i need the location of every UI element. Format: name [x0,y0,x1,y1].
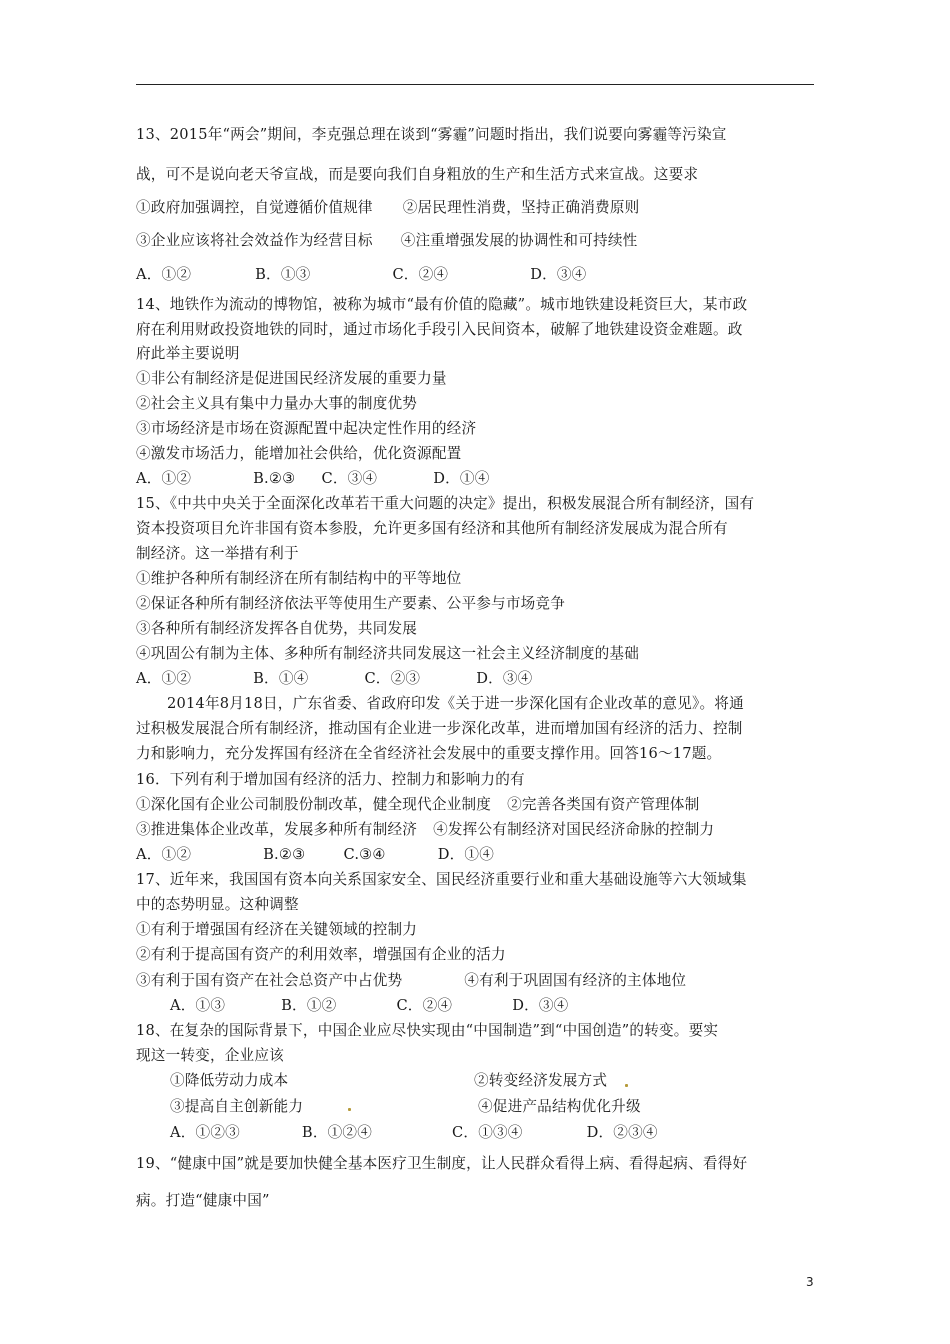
q18-option-c: C．①③④ [452,1124,523,1141]
q14-statement-3: ③市场经济是市场在资源配置中起决定性作用的经济 [136,420,477,437]
q14-stem-line-2: 府在利用财政投资地铁的同时，通过市场化手段引入民间资本，破解了地铁建设资金难题。政 [136,321,743,338]
q13-stem-line-2: 战，可不是说向老天爷宣战，而是要向我们自身粗放的生产和生活方式来宣战。这要求 [136,166,699,183]
q16-option-c: C.③④ [343,846,386,863]
q14-stem-line-3: 府此举主要说明 [136,345,240,362]
q15-option-a: A．①② [136,670,192,687]
q13-option-d: D．③④ [530,266,587,283]
q18-statement-2: ②转变经济发展方式 [474,1072,608,1089]
q17-stem-line-2: 中的态势明显。这种调整 [136,896,299,913]
q17-statements-row-3 [136,971,686,991]
q14-options [136,469,490,489]
header-rule [136,84,814,85]
q14-statement-2: ②社会主义具有集中力量办大事的制度优势 [136,395,418,412]
q17-option-d: D．③④ [512,997,569,1014]
q13-statements-row-1 [136,198,639,218]
q15-option-d: D．③④ [476,670,533,687]
material-paragraph-line-3: 力和影响力，充分发挥国有经济在全省经济社会发展中的重要支撑作用。回答16～17题。 [136,745,722,762]
q13-statement-1: ①政府加强调控，自觉遵循价值规律 [136,199,373,216]
ink-dot-mark [348,1108,351,1111]
q13-option-c: C．②④ [392,266,449,283]
q16-option-a: A．①② [136,846,192,863]
q14-option-a: A．①② [136,470,192,487]
q18-statement-1: ①降低劳动力成本 [170,1072,289,1089]
q15-statement-3: ③各种所有制经济发挥各自优势，共同发展 [136,620,418,637]
q14-stem-line-1: 14、地铁作为流动的博物馆，被称为城市“最有价值的隐藏”。城市地铁建设耗资巨大，某市政 [136,296,748,313]
q18-options [170,1123,658,1143]
q16-option-d: D．①④ [437,846,495,863]
material-paragraph-line-1: 2014年8月18日，广东省委、省政府印发《关于进一步深化国有企业改革的意见》。将通 [167,695,744,712]
q15-options [136,669,532,689]
q18-statement-4: ④促进产品结构优化升级 [478,1098,641,1115]
q15-statement-2: ②保证各种所有制经济依法平等使用生产要素、公平参与市场竞争 [136,595,566,612]
q15-statement-1: ①维护各种所有制经济在所有制结构中的平等地位 [136,570,462,587]
q16-statements-row-1 [136,795,699,815]
q13-options [136,265,586,285]
q15-stem-line-1: 15、《中共中央关于全面深化改革若干重大问题的决定》提出，积极发展混合所有制经济，国有 [136,495,755,512]
q13-statement-3: ③企业应该将社会效益作为经营目标 [136,232,373,249]
q17-option-a: A．①③ [170,997,226,1014]
q17-option-c: C．②④ [396,997,453,1014]
q18-option-a: A．①②③ [170,1124,240,1141]
q15-statement-4: ④巩固公有制为主体、多种所有制经济共同发展这一社会主义经济制度的基础 [136,645,639,662]
q15-option-c: C．②③ [364,670,421,687]
q18-option-d: D．②③④ [586,1124,658,1141]
q13-statement-4: ④注重增强发展的协调性和可持续性 [400,232,638,249]
q16-stem-line-1: 16．下列有利于增加国有经济的活力、控制力和影响力的有 [136,771,525,788]
ink-dot-mark [625,1084,628,1087]
q17-stem-line-1: 17、近年来，我国国有资本向关系国家安全、国民经济重要行业和重大基础设施等六大领域集 [136,871,747,888]
q13-statements-row-2 [136,231,637,251]
q17-statement-1: ①有利于增强国有经济在关键领域的控制力 [136,921,418,938]
q16-statement-1: ①深化国有企业公司制股份制改革，健全现代企业制度 [136,796,492,813]
q13-option-b: B．①③ [255,266,311,283]
q16-statement-3: ③推进集体企业改革，发展多种所有制经济 [136,821,418,838]
q14-option-c: C．③④ [321,470,378,487]
q17-statement-4: ④有利于巩固国有经济的主体地位 [464,972,687,989]
q18-stem-line-1: 18、在复杂的国际背景下，中国企业应尽快实现由“中国制造”到“中国创造”的转变。要实 [136,1022,719,1039]
q14-statement-4: ④激发市场活力，能增加社会供给，优化资源配置 [136,445,462,462]
q13-option-a: A．①② [136,266,192,283]
q16-options [136,845,494,865]
q18-stem-line-2: 现这一转变，企业应该 [136,1047,284,1064]
q14-statement-1: ①非公有制经济是促进国民经济发展的重要力量 [136,370,447,387]
q18-statement-3: ③提高自主创新能力 [170,1098,304,1115]
q14-option-d: D．①④ [433,470,490,487]
q16-option-b: B.②③ [263,846,306,863]
q19-stem-line-1: 19、“健康中国”就是要加快健全基本医疗卫生制度，让人民群众看得上病、看得起病、看得好 [136,1155,748,1172]
q19-stem-line-2: 病。打造“健康中国” [136,1192,270,1209]
q16-statements-row-2 [136,820,714,840]
q15-stem-line-3: 制经济。这一举措有利于 [136,545,299,562]
q15-option-b: B．①④ [253,670,309,687]
q15-stem-line-2: 资本投资项目允许非国有资本参股，允许更多国有经济和其他所有制经济发展成为混合所有 [136,520,728,537]
q17-statement-2: ②有利于提高国有资产的利用效率，增强国有企业的活力 [136,946,506,963]
q17-option-b: B．①② [281,997,337,1014]
page-number: 3 [806,1275,814,1289]
material-paragraph-line-2: 过积极发展混合所有制经济，推动国有企业进一步深化改革，进而增加国有经济的活力、控制 [136,720,743,737]
q18-option-b: B．①②④ [301,1124,373,1141]
q13-stem-line-1: 13、2015年“两会”期间，李克强总理在谈到“雾霾”问题时指出，我们说要向雾霾等污染宣 [136,126,727,143]
q16-statement-2: ②完善各类国有资产管理体制 [507,796,700,813]
q14-option-b: B.②③ [253,470,296,487]
q17-statement-3: ③有利于国有资产在社会总资产中占优势 [136,972,403,989]
q16-statement-4: ④发挥公有制经济对国民经济命脉的控制力 [433,821,715,838]
q13-statement-2: ②居民理性消费，坚持正确消费原则 [402,199,640,216]
q17-options [170,996,568,1016]
